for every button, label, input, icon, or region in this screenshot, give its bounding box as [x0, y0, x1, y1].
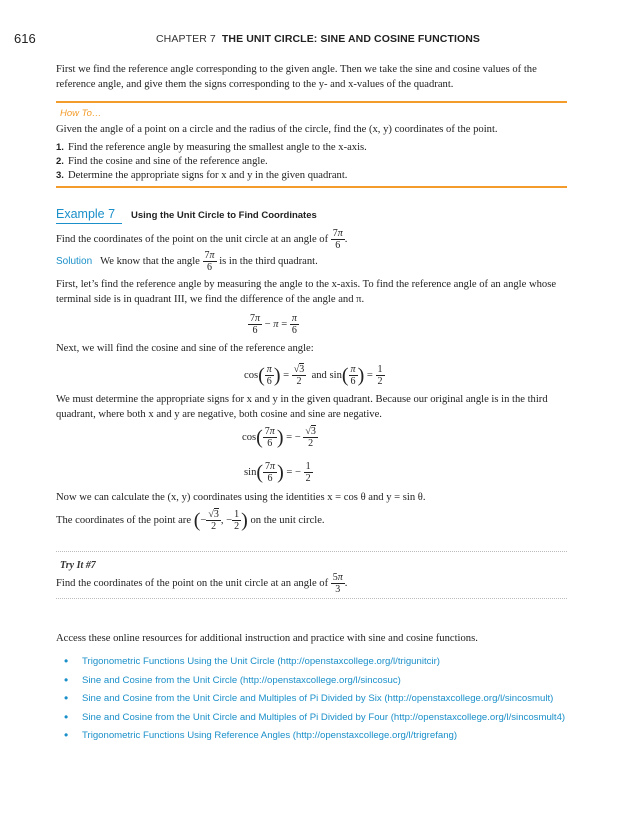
- tryit-text: Find the coordinates of the point on the unit circle at an angle of $\frac{5\pi}{3}$ .: [56, 572, 348, 595]
- howto-box: [56, 123, 566, 183]
- solution-line: Solution We know that the angle $\frac{7\pi}{6}$ is in the third quadrant.: [56, 250, 318, 273]
- howto-step: 1. Find the reference angle by measuring the smallest angle to the x-axis.: [56, 141, 367, 153]
- chapter-prefix: CHAPTER 7: [156, 33, 216, 45]
- fraction-5pi-3: $\frac{5\pi}{3}$: [332, 572, 343, 595]
- equation-cos-sin-ref: cos( $\frac{\pi}{6}$ ) = $\frac{√3}{2}$ and sin( $\frac{\pi}{6}$ ) = $\frac{1}{2}$: [244, 364, 383, 387]
- howto-step: 2. Find the cosine and sine of the reference angle.: [56, 155, 268, 167]
- resource-link[interactable]: • Trigonometric Functions Using Reference Angles (http://openstaxcollege.org/l/trigrefang): [64, 729, 565, 748]
- example-para-2: Next, we will find the cosine and sine of the reference angle:: [56, 343, 314, 354]
- example-underline: [56, 223, 122, 224]
- intro-paragraph: [56, 63, 566, 92]
- fraction-7pi-6: $\frac{7\pi}{6}$: [204, 250, 215, 273]
- intro-text: First we find the reference angle corresponding to the given angle. Then we take the sine and cosine values of the reference angle, and give them the signs corresponding to the y- and x-values of the quadrant.: [56, 64, 537, 90]
- resource-link[interactable]: • Trigonometric Functions Using the Unit Circle (http://openstaxcollege.org/l/trigunitcir): [64, 655, 565, 674]
- example-title: Using the Unit Circle to Find Coordinates: [131, 210, 317, 221]
- equation-reference-angle: $\frac{7\pi}{6}$ − π = $\frac{\pi}{6}$: [250, 313, 297, 336]
- fraction-7pi-6: $\frac{7\pi}{6}$: [332, 228, 343, 251]
- example-para-3: We must determine the appropriate signs for x and y in the given quadrant. Because our original angle is in the third quadrant, where both x and y are negative, both cosine and sine are negative.: [56, 394, 548, 420]
- tryit-bottom-rule: [56, 598, 567, 599]
- example-label: Example 7: [56, 207, 116, 221]
- resource-link[interactable]: • Sine and Cosine from the Unit Circle and Multiples of Pi Divided by Four (http://openstaxcollege.org/l/sincosmult4): [64, 711, 565, 730]
- solution-label: Solution: [56, 255, 93, 267]
- howto-step: 3. Determine the appropriate signs for x and y in the given quadrant.: [56, 169, 348, 181]
- example-para-5: The coordinates of the point are (− $\frac{√3}{2}$ , − $\frac{1}{2}$ ) on the unit circle.: [56, 509, 325, 532]
- example-para-4: Now we can calculate the (x, y) coordinates using the identities x = cos θ and y = sin θ.: [56, 492, 426, 503]
- equation-cos-7pi-6: cos( $\frac{7\pi}{6}$ ) = − $\frac{√3}{2}$: [242, 426, 316, 449]
- equation-sin-7pi-6: sin( $\frac{7\pi}{6}$ ) = − $\frac{1}{2}$: [244, 461, 311, 484]
- resources-lead: Access these online resources for additional instruction and practice with sine and cosine functions.: [56, 633, 478, 644]
- howto-top-rule: [56, 101, 567, 103]
- howto-bottom-rule: [56, 186, 567, 188]
- example-prompt: Find the coordinates of the point on the unit circle at an angle of $\frac{7\pi}{6}$ .: [56, 228, 348, 251]
- resource-links: [64, 655, 565, 748]
- chapter-title: THE UNIT CIRCLE: SINE AND COSINE FUNCTIONS: [221, 33, 481, 45]
- tryit-top-rule: [56, 551, 567, 552]
- howto-title: How To…: [60, 108, 102, 119]
- howto-steps: [56, 141, 566, 183]
- howto-lead: Given the angle of a point on a circle and the radius of the circle, find the (x, y) coordinates of the point.: [56, 124, 498, 135]
- example-para-1: First, let’s find the reference angle by measuring the angle to the x-axis. To find the reference angle of an angle whose terminal side is in quadrant III, we find the difference of the angle and π.: [56, 279, 557, 305]
- resource-link[interactable]: • Sine and Cosine from the Unit Circle (http://openstaxcollege.org/l/sincosuc): [64, 674, 565, 693]
- resource-link[interactable]: • Sine and Cosine from the Unit Circle and Multiples of Pi Divided by Six (http://openstaxcollege.org/l/sincosmult): [64, 692, 565, 711]
- running-header: [156, 33, 480, 45]
- page-number: 616: [14, 31, 36, 46]
- tryit-title: Try It #7: [60, 560, 96, 571]
